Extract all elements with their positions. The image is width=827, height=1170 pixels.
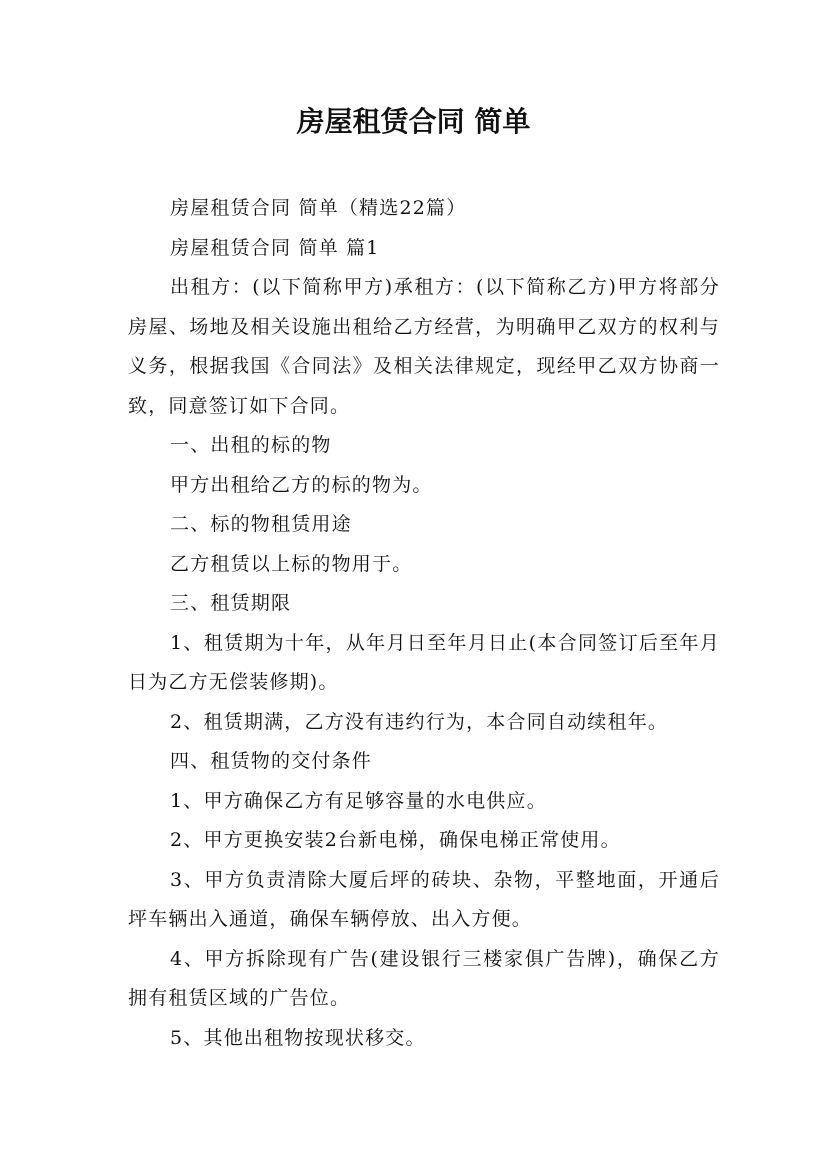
clause-term-2: 2、租赁期满，乙方没有违约行为，本合同自动续租年。: [170, 710, 669, 733]
section-heading-3: 三、租赁期限: [170, 592, 292, 614]
clause-delivery-3: 3、甲方负责清除大厦后坪的砖块、杂物，平整地面，开通后坪车辆出入通道，确保车辆停放、出入方便。: [128, 868, 720, 930]
clause-delivery-2: 2、甲方更换安装2台新电梯，确保电梯正常使用。: [170, 829, 621, 851]
section-heading-1: 一、出租的标的物: [170, 434, 332, 456]
section-heading-4: 四、租赁物的交付条件: [170, 750, 373, 772]
clause-delivery-4: 4、甲方拆除现有广告(建设银行三楼家俱广告牌)，确保乙方拥有租赁区域的广告位。: [128, 947, 720, 1009]
paragraph-collection-title: 房屋租赁合同 简单（精选22篇）: [170, 197, 467, 219]
paragraph-subject-matter: 甲方出租给乙方的标的物为。: [170, 473, 433, 496]
clause-term-1: 1、租赁期为十年，从年月日至年月日止(本合同签订后至年月日为乙方无偿装修期)。: [128, 631, 720, 693]
clause-delivery-5: 5、其他出租物按现状移交。: [170, 1026, 426, 1049]
document-title: 房屋租赁合同 简单: [296, 105, 531, 138]
section-heading-2: 二、标的物租赁用途: [170, 513, 352, 535]
paragraph-preamble: 出租方：(以下简称甲方)承租方：(以下简称乙方)甲方将部分房屋、场地及相关设施出租给乙方经营，为明确甲乙双方的权利与义务，根据我国《合同法》及相关法律规定，现经甲乙双方协商一致，同意签订如下合同。: [128, 276, 720, 417]
clause-delivery-1: 1、甲方确保乙方有足够容量的水电供应。: [170, 789, 547, 812]
paragraph-article-title: 房屋租赁合同 简单 篇1: [170, 236, 380, 259]
paragraph-usage: 乙方租赁以上标的物用于。: [170, 552, 413, 575]
document-body: [128, 189, 720, 1058]
